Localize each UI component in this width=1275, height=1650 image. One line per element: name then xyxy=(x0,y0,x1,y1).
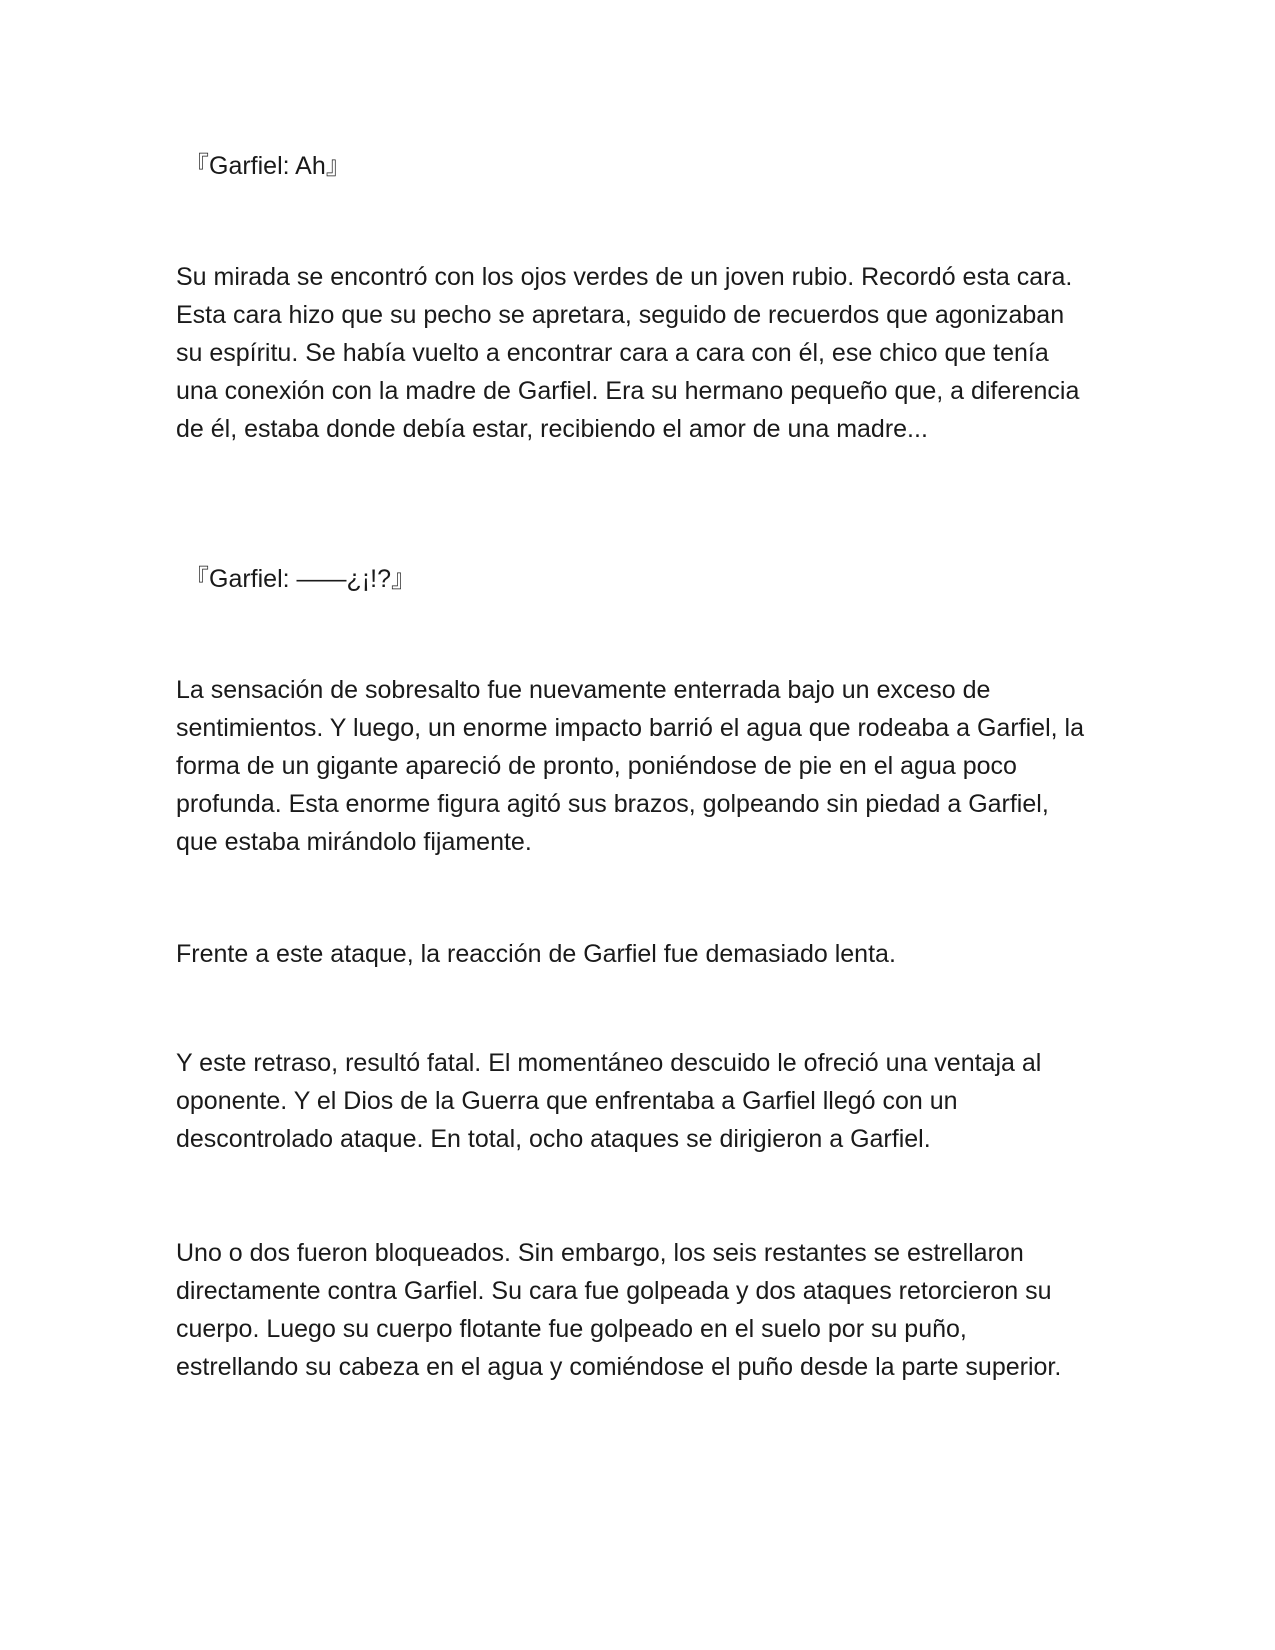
paragraph: Y este retraso, resultó fatal. El momentáneo descuido le ofreció una ventaja al oponente. Y el Dios de la Guerra que enfrentaba a Garfiel llegó con un descontrolado ataque. En total, ocho ataques se dirigieron a Garfiel. xyxy=(176,1049,1042,1153)
paragraph: Uno o dos fueron bloqueados. Sin embargo, los seis restantes se estrellaron directamente contra Garfiel. Su cara fue golpeada y dos ataques retorcieron su cuerpo. Luego su cuerpo flotante fue golpeado en el suelo por su puño, estrellando su cabeza en el agua y comiéndose el puño desde la parte superior. xyxy=(176,1239,1062,1381)
dialogue-line: 『Garfiel: Ah』 xyxy=(184,152,351,180)
paragraph: Frente a este ataque, la reacción de Garfiel fue demasiado lenta. xyxy=(176,940,896,968)
paragraph: La sensación de sobresalto fue nuevamente enterrada bajo un exceso de sentimientos. Y luego, un enorme impacto barrió el agua que rodeaba a Garfiel, la forma de un gigante apareció de pronto, poniéndose de pie en el agua poco profunda. Esta enorme figura agitó sus brazos, golpeando sin piedad a Garfiel, que estaba mirándolo fijamente. xyxy=(176,676,1084,856)
dialogue-line: 『Garfiel: ——¿¡!?』 xyxy=(184,565,416,593)
paragraph: Su mirada se encontró con los ojos verdes de un joven rubio. Recordó esta cara. Esta cara hizo que su pecho se apretara, seguido de recuerdos que agonizaban su espíritu. Se había vuelto a encontrar cara a cara con él, ese chico que tenía una conexión con la madre de Garfiel. Era su hermano pequeño que, a diferencia de él, estaba donde debía estar, recibiendo el amor de una madre... xyxy=(176,263,1080,443)
